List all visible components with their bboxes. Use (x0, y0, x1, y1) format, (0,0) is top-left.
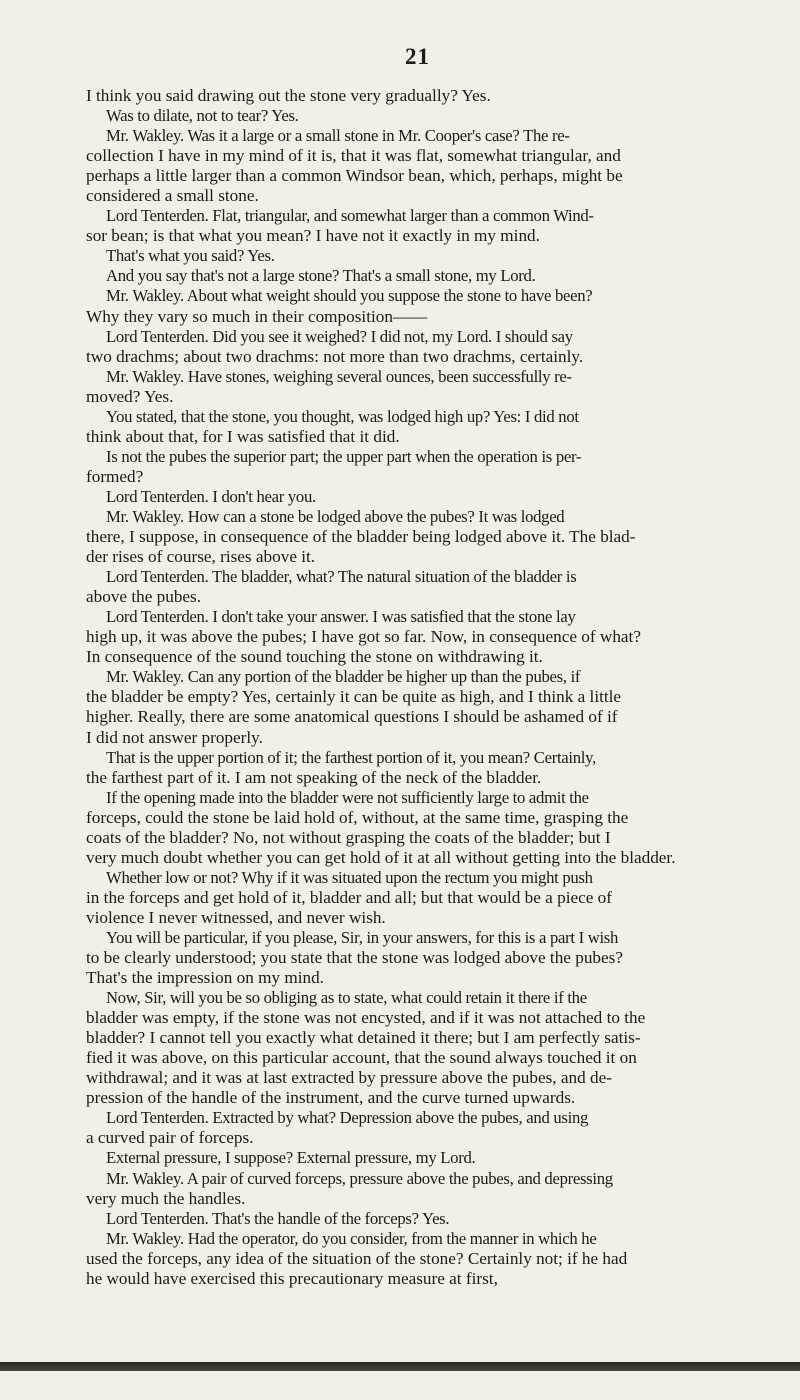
text-line: violence I never witnessed, and never wish. (86, 907, 386, 927)
text-line: External pressure, I suppose? External pressure, my Lord. (106, 1148, 476, 1168)
text-line: think about that, for I was satisfied that it did. (86, 426, 400, 446)
text-line: bladder? I cannot tell you exactly what detained it there; but I am perfectly satis- (86, 1028, 641, 1048)
text-line: You stated, that the stone, you thought, was lodged high up? Yes: I did not (106, 406, 579, 426)
text-line: Why they vary so much in their composition—— (86, 306, 428, 326)
text-line: Lord Tenterden. Did you see it weighed? I did not, my Lord. I should say (106, 326, 573, 346)
text-line: Whether low or not? Why if it was situated upon the rectum you might push (106, 867, 593, 887)
text-line: Mr. Wakley. A pair of curved forceps, pressure above the pubes, and depressing (106, 1168, 613, 1188)
text-line: That's the impression on my mind. (86, 968, 324, 988)
text-line: high up, it was above the pubes; I have got so far. Now, in consequence of what? (86, 627, 641, 647)
text-line: You will be particular, if you please, Sir, in your answers, for this is a part I wish (106, 927, 619, 947)
text-line: the farthest part of it. I am not speaking of the neck of the bladder. (86, 767, 542, 787)
text-line: Now, Sir, will you be so obliging as to state, what could retain it there if the (106, 988, 587, 1008)
text-line: a curved pair of forceps. (86, 1128, 254, 1148)
text-line: Mr. Wakley. Can any portion of the bladder be higher up than the pubes, if (106, 667, 581, 687)
text-line: That is the upper portion of it; the farthest portion of it, you mean? Certainly, (106, 747, 596, 767)
text-line: moved? Yes. (86, 386, 174, 406)
text-line: Was to dilate, not to tear? Yes. (106, 106, 299, 126)
text-line: perhaps a little larger than a common Windsor bean, which, perhaps, might be (86, 166, 623, 186)
text-line: Mr. Wakley. How can a stone be lodged above the pubes? It was lodged (106, 506, 565, 526)
text-line: Lord Tenterden. The bladder, what? The natural situation of the bladder is (106, 567, 577, 587)
text-line: pression of the handle of the instrument, and the curve turned upwards. (86, 1088, 576, 1108)
text-line: he would have exercised this precautionary measure at first, (86, 1268, 498, 1288)
text-line: Lord Tenterden. I don't hear you. (106, 486, 316, 506)
text-line: collection I have in my mind of it is, that it was flat, somewhat triangular, and (86, 146, 621, 166)
text-line: Lord Tenterden. I don't take your answer. I was satisfied that the stone lay (106, 607, 576, 627)
text-line: I did not answer properly. (86, 727, 263, 747)
text-line: fied it was above, on this particular account, that the sound always touched it on (86, 1048, 637, 1068)
bottom-edge-rule (0, 1362, 800, 1371)
text-line: coats of the bladder? No, not without grasping the coats of the bladder; but I (86, 827, 611, 847)
text-line: Lord Tenterden. That's the handle of the forceps? Yes. (106, 1208, 450, 1228)
text-line: the bladder be empty? Yes, certainly it can be quite as high, and I think a little (86, 687, 622, 707)
text-line: That's what you said? Yes. (106, 246, 275, 266)
text-line: very much the handles. (86, 1188, 246, 1208)
text-line: Mr. Wakley. About what weight should you suppose the stone to have been? (106, 286, 593, 306)
text-line: very much doubt whether you can get hold of it at all without getting into the bladder. (86, 847, 676, 867)
text-line: Mr. Wakley. Was it a large or a small stone in Mr. Cooper's case? The re- (106, 126, 570, 146)
text-line: Mr. Wakley. Have stones, weighing several ounces, been successfully re- (106, 366, 572, 386)
text-line: used the forceps, any idea of the situation of the stone? Certainly not; if he had (86, 1248, 628, 1268)
text-line: Lord Tenterden. Extracted by what? Depression above the pubes, and using (106, 1108, 589, 1128)
text-line: sor bean; is that what you mean? I have not it exactly in my mind. (86, 226, 540, 246)
text-line: If the opening made into the bladder were not sufficiently large to admit the (106, 787, 589, 807)
text-line: to be clearly understood; you state that the stone was lodged above the pubes? (86, 948, 623, 968)
text-line: Lord Tenterden. Flat, triangular, and somewhat larger than a common Wind- (106, 206, 594, 226)
text-line: formed? (86, 466, 144, 486)
text-line: Mr. Wakley. Had the operator, do you consider, from the manner in which he (106, 1228, 597, 1248)
text-line: there, I suppose, in consequence of the bladder being lodged above it. The blad- (86, 527, 636, 547)
text-line: withdrawal; and it was at last extracted by pressure above the pubes, and de- (86, 1068, 612, 1088)
text-line: higher. Really, there are some anatomical questions I should be ashamed of if (86, 707, 618, 727)
text-line: Is not the pubes the superior part; the upper part when the operation is per- (106, 446, 582, 466)
text-line: der rises of course, rises above it. (86, 547, 316, 567)
text-line: In consequence of the sound touching the stone on withdrawing it. (86, 647, 543, 667)
text-line: bladder was empty, if the stone was not encysted, and if it was not attached to the (86, 1008, 646, 1028)
text-line: And you say that's not a large stone? That's a small stone, my Lord. (106, 266, 536, 286)
page-number: 21 (405, 44, 430, 69)
text-line: forceps, could the stone be laid hold of, without, at the same time, grasping the (86, 807, 629, 827)
text-line: considered a small stone. (86, 186, 259, 206)
text-line: two drachms; about two drachms: not more than two drachms, certainly. (86, 346, 584, 366)
page-body-text (86, 86, 754, 1289)
text-line: I think you said drawing out the stone very gradually? Yes. (86, 86, 491, 105)
text-line: above the pubes. (86, 587, 202, 607)
text-line: in the forceps and get hold of it, bladder and all; but that would be a piece of (86, 887, 612, 907)
